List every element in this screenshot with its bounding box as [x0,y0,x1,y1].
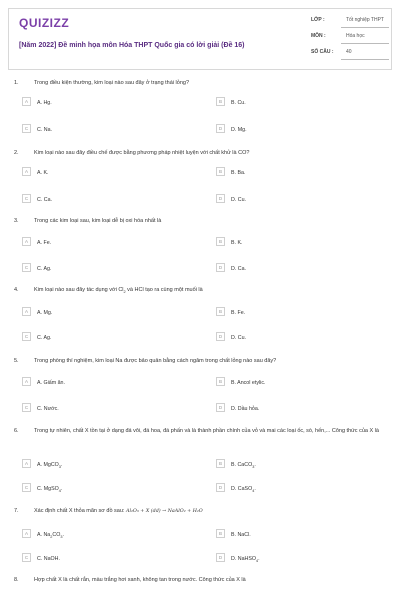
option-label: A. Hg. [37,100,52,106]
question-number: 3. [14,218,19,224]
text-part: A. MgCO [37,462,59,468]
text-part: . [60,486,63,492]
option-letter-box[interactable]: D [216,483,225,492]
option-label: B. Ba. [231,170,246,176]
option-letter-box[interactable]: A [22,377,31,386]
option-letter-box[interactable]: D [216,553,225,562]
option-letter-box[interactable]: A [22,459,31,468]
meta-count-key: SỐ CÂU : [311,49,334,55]
option-letter-box[interactable]: B [216,167,225,176]
option-letter-box[interactable]: C [22,332,31,341]
subscript: 2 [50,535,53,540]
meta-subject-key: MÔN : [311,33,326,39]
question-text-main: Trong tự nhiên, chất X tồn tại ở dạng đá vôi, đá hoa, đá phấn và là thành phần chính của vỏ và mai các loại ốc, sò, hến,... Công thức của X là [34,428,379,434]
subscript: 3 [252,465,255,470]
option-label: A. K. [37,170,49,176]
question-text [34,218,384,226]
meta-subject-value: Hóa học [346,33,365,39]
option-letter-box[interactable]: C [22,403,31,412]
subscript: 4 [58,489,61,494]
option-letter-box[interactable]: A [22,97,31,106]
question-text [34,508,384,516]
option-letter-box[interactable]: C [22,194,31,203]
question-number: 7. [14,508,19,514]
option-letter-box[interactable]: D [216,332,225,341]
question-number: 8. [14,577,19,583]
option-letter-box[interactable]: A [22,529,31,538]
question-text [34,287,384,297]
option-label: C. Ca. [37,197,53,203]
option-letter-box[interactable]: B [216,459,225,468]
text-part: A. Na [37,532,51,538]
subscript: 4 [252,489,255,494]
option-letter-box[interactable]: D [216,263,225,272]
text-part: . [254,462,256,468]
option-label [37,532,64,539]
option-letter-box[interactable]: B [216,529,225,538]
option-letter-box[interactable]: C [22,124,31,133]
option-letter-box[interactable]: B [216,307,225,316]
option-label: D. Cu. [231,335,247,341]
option-label: B. Fe. [231,310,246,316]
text-part: . [254,486,256,492]
option-label: B. Cu. [231,100,246,106]
text-part: và HCl tạo ra cùng một muối là [125,287,203,293]
text-part: . [258,556,260,562]
option-letter-box[interactable]: A [22,237,31,246]
option-label: B. K. [231,240,243,246]
question-text-main: Trong các kim loại sau, kim loại dễ bị oxi hóa nhất là [34,218,162,224]
option-label: A. Mg. [37,310,53,316]
subscript: 4 [256,559,259,564]
option-label: A. Giấm ăn. [37,380,65,386]
quizizz-logo: QUIZIZZ [19,16,70,30]
option-label: D. Ca. [231,266,247,272]
text-part: . [62,532,64,538]
question-text-main: Kim loại nào sau đây điều chế được bằng phương pháp nhiệt luyện với chất khử là CO? [34,150,250,156]
worksheet-title: [Năm 2022] Đề minh họa môn Hóa THPT Quốc gia có lời giải (Đề 16) [19,42,245,49]
option-label [231,462,256,469]
meta-subject-line [341,43,389,44]
option-label: B. NaCl. [231,532,251,538]
option-letter-box[interactable]: B [216,377,225,386]
option-letter-box[interactable]: A [22,307,31,316]
text-part: B. CaCO [231,462,253,468]
meta-grade-key: LỚP : [311,17,325,23]
option-label [37,462,62,469]
meta-count-value: 40 [346,49,352,55]
text-part: D. NaHSO [231,556,257,562]
option-letter-box[interactable]: D [216,403,225,412]
option-label [231,486,256,493]
text-part: C. MgSO [37,486,59,492]
question-number: 4. [14,287,19,293]
text-part: CO [52,532,61,538]
text-part: Kim loại nào sau đây tác dụng với Cl [34,287,124,293]
meta-grade-value: Tốt nghiệp THPT [346,17,384,23]
option-letter-box[interactable]: D [216,194,225,203]
question-number: 5. [14,358,19,364]
question-text [34,358,384,366]
option-label [231,556,260,563]
text-part: . [60,462,63,468]
option-label: D. Cu. [231,197,247,203]
option-letter-box[interactable]: C [22,553,31,562]
option-letter-box[interactable]: C [22,263,31,272]
subscript: 3 [58,465,61,470]
question-text [34,80,384,88]
question-number: 6. [14,428,19,434]
option-letter-box[interactable]: D [216,124,225,133]
option-label: D. Mg. [231,127,247,133]
option-letter-box[interactable]: B [216,97,225,106]
option-letter-box[interactable]: C [22,483,31,492]
meta-grade-line [341,27,389,28]
question-number: 2. [14,150,19,156]
meta-count-line [341,59,389,60]
option-label [37,486,62,493]
question-number: 1. [14,80,19,86]
option-label: A. Fe. [37,240,52,246]
option-label: C. NaOH. [37,556,60,562]
option-label: C. Nước. [37,406,59,412]
question-text-main: Trong phòng thí nghiệm, kim loại Na được bảo quản bằng cách ngâm trong chất lỏng nào sau đây? [34,358,277,364]
question-text [34,428,384,436]
option-label: C. Na. [37,127,53,133]
question-text [34,577,384,585]
option-label: D. Dầu hỏa. [231,406,260,412]
option-label: C. Ag. [37,266,52,272]
question-text-main: Trong điều kiện thường, kim loại nào sau đây ở trạng thái lỏng? [34,80,190,86]
subscript: 3 [60,535,63,540]
question-text-main: Hợp chất X là chất rắn, màu trắng hơi xanh, không tan trong nước. Công thức của X là [34,577,246,583]
option-letter-box[interactable]: B [216,237,225,246]
worksheet-header [8,8,392,70]
question-text-main: Xác định chất X thỏa mãn sơ đồ sau: [34,508,125,514]
option-letter-box[interactable]: A [22,167,31,176]
option-label: B. Ancol etylic. [231,380,266,386]
reaction-formula: Al₂O₃ + X (dd) → NaAlO₂ + H₂O [124,509,203,514]
option-label: C. Ag. [37,335,52,341]
question-text [34,150,384,158]
subscript: 2 [123,290,126,295]
text-part: D. CaSO [231,486,253,492]
